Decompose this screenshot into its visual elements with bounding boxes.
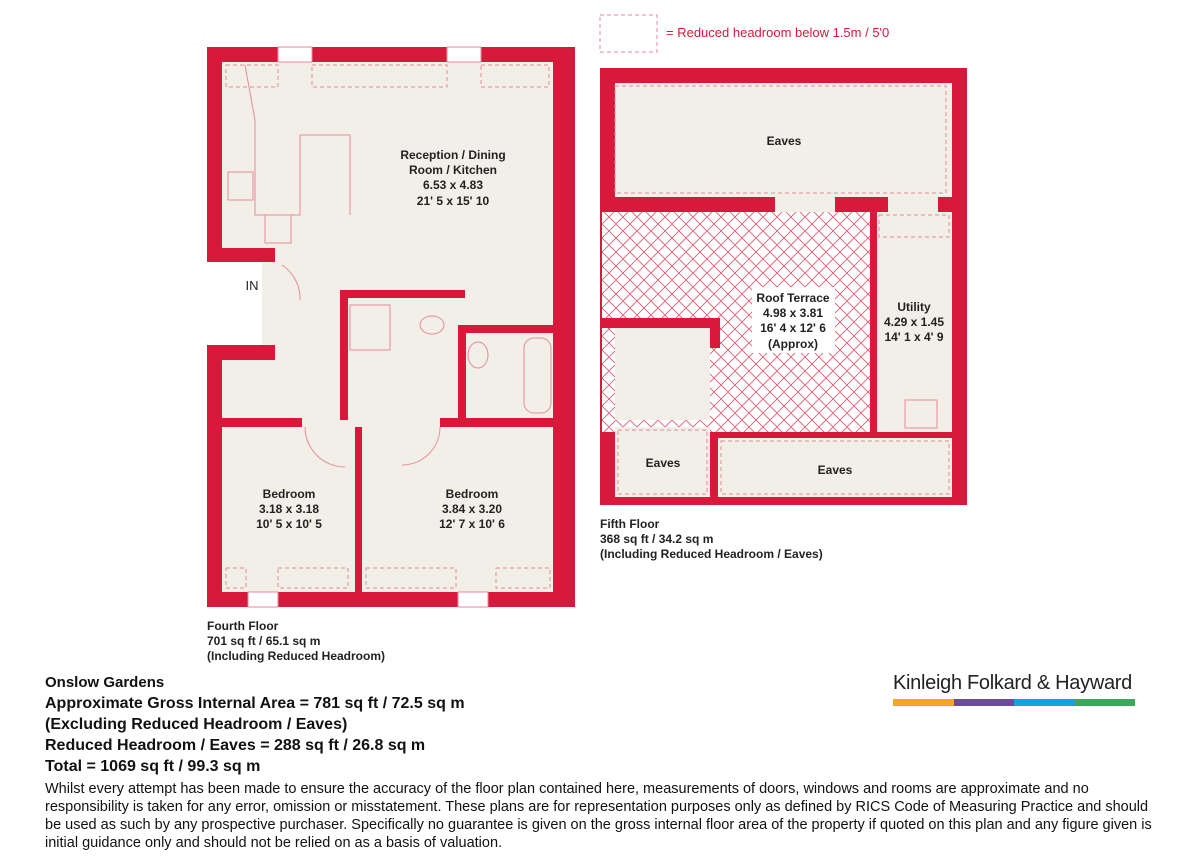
room-size-imperial: 12' 7 x 10' 6 xyxy=(439,517,505,531)
fifth-floor-plan xyxy=(600,68,967,505)
caption-note: (Including Reduced Headroom / Eaves) xyxy=(600,547,823,561)
room-name-roof-terrace: Roof Terrace xyxy=(756,291,830,305)
room-size-metric: 3.18 x 3.18 xyxy=(258,502,320,516)
stairs xyxy=(615,328,710,420)
inner-wall xyxy=(553,150,563,295)
caption-area: 701 sq ft / 65.1 sq m xyxy=(207,634,321,648)
roof-terrace-label xyxy=(752,287,835,353)
inner-wall xyxy=(340,290,348,420)
room-size-imperial: 10' 5 x 10' 5 xyxy=(256,517,322,531)
window xyxy=(458,592,488,607)
excluding-note: (Excluding Reduced Headroom / Eaves) xyxy=(45,716,348,733)
caption-title: Fifth Floor xyxy=(600,517,660,531)
inner-wall xyxy=(340,290,465,298)
logo-bar-blue xyxy=(1014,699,1075,706)
room-name-reception-line1: Reception / Dining xyxy=(400,148,506,162)
inner-wall xyxy=(355,427,362,592)
logo-bar-purple xyxy=(954,699,1015,706)
eaves-label-bottom-left: Eaves xyxy=(645,456,681,470)
room-name-bedroom-1: Bedroom xyxy=(262,487,316,501)
legend-text: = Reduced headroom below 1.5m / 5'0 xyxy=(666,25,890,40)
logo-bar-green xyxy=(1075,699,1136,706)
room-size-imperial: 16' 4 x 12' 6 xyxy=(760,321,826,335)
stairs xyxy=(222,360,282,418)
inner-wall xyxy=(602,318,720,328)
room-name-utility: Utility xyxy=(897,300,931,314)
room-note: (Approx) xyxy=(768,337,818,351)
bathroom-floor xyxy=(466,333,553,420)
caption-title: Fourth Floor xyxy=(207,619,279,633)
room-size-imperial: 21' 5 x 15' 10 xyxy=(416,194,490,208)
fourth-floor-caption xyxy=(207,619,385,664)
room-name-reception-line2: Room / Kitchen xyxy=(408,163,498,177)
room-size-metric: 4.98 x 3.81 xyxy=(762,306,824,320)
window xyxy=(278,47,312,62)
logo-bar-orange xyxy=(893,699,954,706)
caption-area: 368 sq ft / 34.2 sq m xyxy=(600,532,714,546)
entrance-floor xyxy=(262,262,282,345)
entrance-label: IN xyxy=(245,278,259,293)
doorway xyxy=(775,197,835,212)
total-area: Total = 1069 sq ft / 99.3 sq m xyxy=(45,758,261,775)
inner-wall xyxy=(710,318,720,348)
doorway xyxy=(888,197,938,212)
window xyxy=(248,592,278,607)
reduced-headroom-area: Reduced Headroom / Eaves = 288 sq ft / 26.8 sq m xyxy=(45,737,426,754)
room-size-metric: 4.29 x 1.45 xyxy=(883,315,945,329)
agent-logo xyxy=(893,672,1135,706)
room-size-metric: 3.84 x 3.20 xyxy=(441,502,503,516)
fifth-floor-caption xyxy=(600,517,823,562)
legend-swatch xyxy=(600,15,657,52)
property-info xyxy=(45,672,465,777)
shower-room-floor xyxy=(348,298,458,415)
eaves-label-bottom-right: Eaves xyxy=(817,463,853,477)
caption-note: (Including Reduced Headroom) xyxy=(207,649,386,663)
address: Onslow Gardens xyxy=(45,674,165,691)
logo-name: Kinleigh Folkard & Hayward xyxy=(893,672,1132,694)
inner-wall xyxy=(458,325,466,420)
window xyxy=(447,47,481,62)
eaves-label-top: Eaves xyxy=(766,134,802,148)
room-size-imperial: 14' 1 x 4' 9 xyxy=(884,330,944,344)
room-name-bedroom-2: Bedroom xyxy=(445,487,499,501)
fourth-floor-plan xyxy=(207,47,575,607)
disclaimer: Whilst every attempt has been made to ensure the accuracy of the floor plan contained here, measurements of doors, windows and rooms are approximate and no responsibility is taken for any error, omission or misstatement. These plans are for representation purposes only as defined by RICS Code of Measuring Practice and should be used as such by any prospective purchaser. Specifically no guarantee is given on the gross internal floor area of the property if quoted on this plan and any figure given is initial guidance only and should not be relied on as a basis of valuation. xyxy=(45,781,1152,851)
inner-wall xyxy=(458,325,573,333)
logo-color-bar xyxy=(893,699,1135,706)
room-size-metric: 6.53 x 4.83 xyxy=(422,178,484,192)
inner-wall xyxy=(222,418,302,427)
gross-internal-area: Approximate Gross Internal Area = 781 sq ft / 72.5 sq m xyxy=(45,695,465,712)
inner-wall xyxy=(440,418,553,427)
